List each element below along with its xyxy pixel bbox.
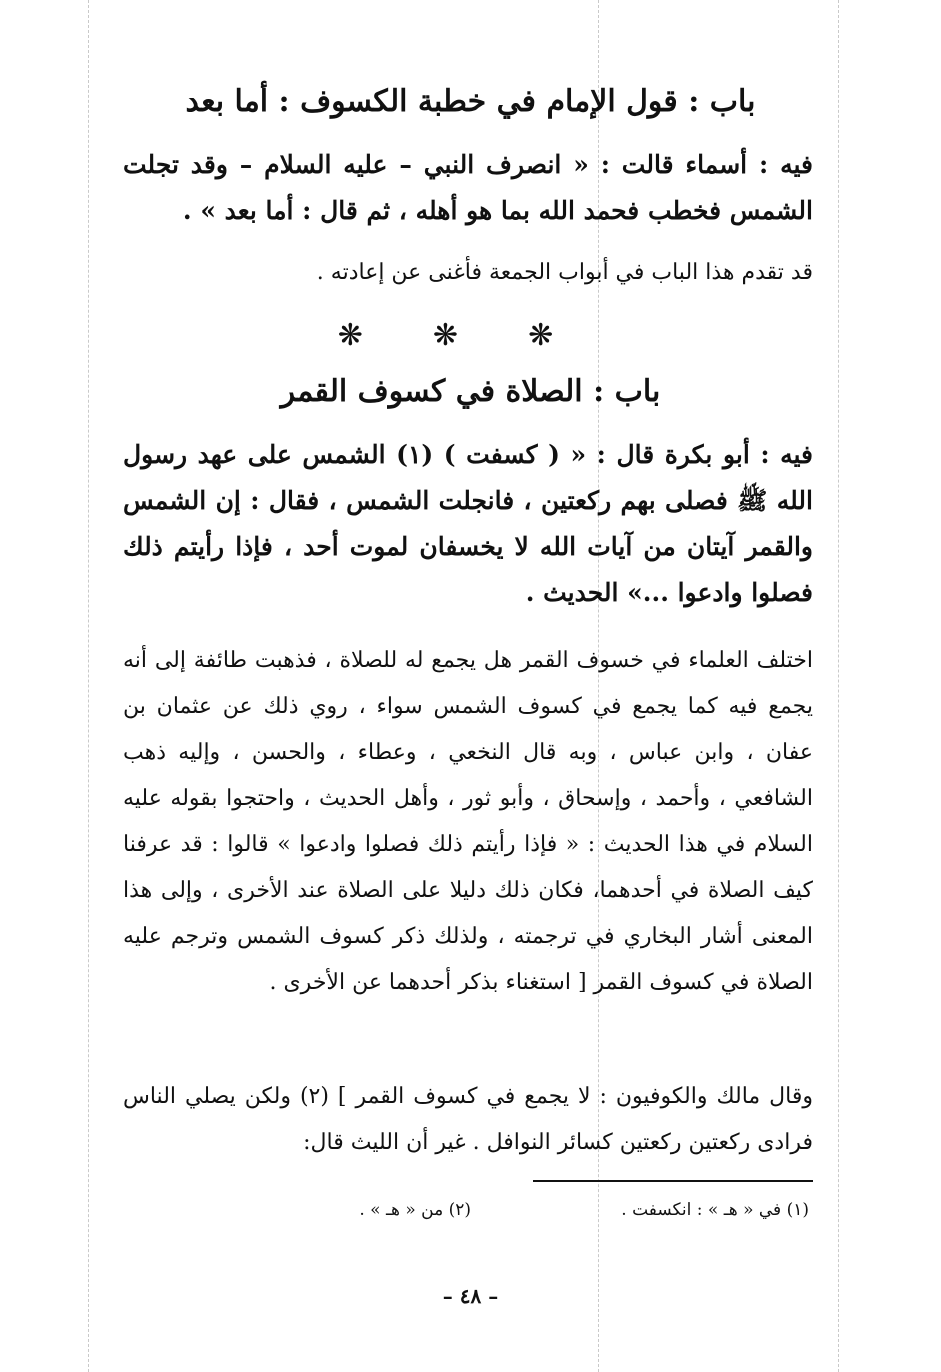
commentary-malik-paragraph: وقال مالك والكوفيون : لا يجمع في كسوف القمر ] (٢) ولكن يصلي الناس فرادى ركعتين ركعتين كسائر النوافل . غير أن الليث قال: [123, 1084, 813, 1155]
section-separator [0, 318, 941, 353]
footnote-divider [533, 1180, 813, 1182]
page-number: – ٤٨ – [442, 1284, 499, 1308]
asterisk-icon: ❋ [432, 318, 509, 353]
asterisk-icon: ❋ [337, 318, 413, 353]
hadith-abu-bakra-paragraph: فيه : أبو بكرة قال : « ( كسفت ) (١) الشمس على عهد رسول الله ﷺ فصلى بهم ركعتين ، فانجلت الشمس ، فقال : إن الشمس والقمر آيتان من آيات الله لا يخسفان لموت أحد ، فإذا رأيتم ذلك فصلوا وادعوا ...» الحديث . [123, 440, 813, 607]
footnote-2: (٢) من « هـ » . [359, 1200, 471, 1220]
commentary-short-paragraph: قد تقدم هذا الباب في أبواب الجمعة فأغنى عن إعادته . [316, 260, 813, 285]
chapter-heading-khutba: باب : قول الإمام في خطبة الكسوف : أما بعد [185, 84, 756, 119]
right-guide-line [838, 0, 839, 1372]
asterisk-icon: ❋ [528, 318, 604, 353]
chapter-heading-lunar-eclipse: باب : الصلاة في كسوف القمر [280, 374, 661, 409]
footnote-1: (١) في « هـ » : انكسفت . [621, 1200, 809, 1220]
commentary-scholars-paragraph: اختلف العلماء في خسوف القمر هل يجمع له للصلاة ، فذهبت طائفة إلى أنه يجمع فيه كما يجمع في كسوف الشمس سواء ، روي ذلك عن عثمان بن عفان ، وابن عباس ، وبه قال النخعي ، وعطاء ، والحسن ، وإليه ذهب الشافعي ، وأحمد ، وإسحاق ، وأبو ثور ، وأهل الحديث ، واحتجوا بقوله عليه السلام في هذا الحديث : « فإذا رأيتم ذلك فصلوا وادعوا » قالوا : قد عرفنا كيف الصلاة في أحدهما، فكان ذلك دليلا على الصلاة عند الأخرى ، وإلى هذا المعنى أشار البخاري في ترجمته ، ولذلك ذكر كسوف الشمس وترجم عليه الصلاة في كسوف القمر [ استغناء بذكر أحدهما عن الأخرى . [123, 648, 813, 995]
left-guide-line [88, 0, 89, 1372]
hadith-asma-paragraph: فيه : أسماء قالت : « انصرف النبي – عليه السلام – وقد تجلت الشمس فخطب فحمد الله بما هو أهله ، ثم قال : أما بعد » . [123, 150, 813, 225]
